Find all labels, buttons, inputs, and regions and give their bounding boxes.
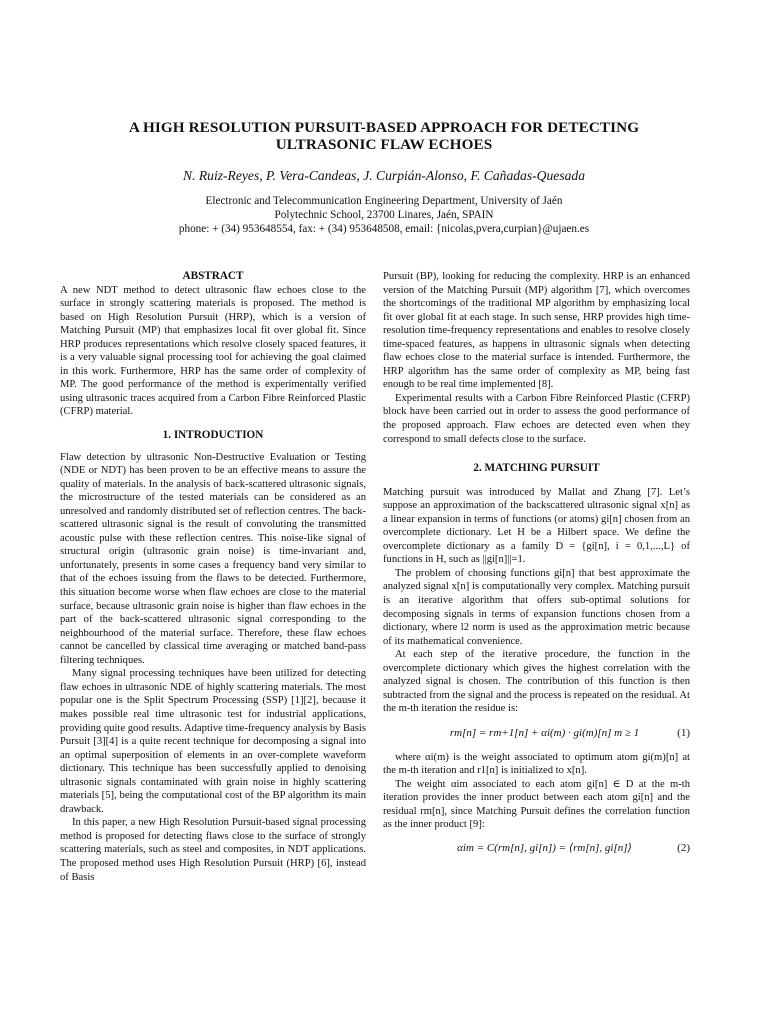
intro-heading: 1. INTRODUCTION (162, 429, 264, 442)
mp-paragraph-4: where αi(m) is the weight associated to optimum atom gi(m)[n] at the m-th iteration and r1[n] is initialized to x[n]. (383, 751, 690, 777)
title-line-2: ULTRASONIC FLAW ECHOES (275, 136, 493, 153)
left-column (60, 270, 366, 884)
paper-title (60, 119, 708, 153)
mp-paragraph-1: Matching pursuit was introduced by Mallat and Zhang [7]. Let’s suppose an approximation of the backscattered ultrasonic signal x[n] as a linear expansion in terms of functions (or atoms) gi[n] chosen from an overcomplete dictionary. Let H be a Hilbert space. We define the overcomplete dictionary as a family D = {gi[n], i = 0,1,...,L} of functions in H, such as ||gi[n]||=1. (383, 486, 690, 566)
intro-paragraph-3: In this paper, a new High Resolution Pursuit-based signal processing method is proposed for detecting flaws close to the surface of strongly scattering materials, such as steel and composites, in NDT applications. The proposed method uses High Resolution Pursuit (HRP) [6], instead of Basis (60, 817, 366, 883)
equation-1-body: rm[n] = rm+1[n] + αi(m) · gi(m)[n] m ≥ 1 (449, 726, 640, 739)
abstract-text: A new NDT method to detect ultrasonic flaw echoes close to the surface in strongly scattering materials is proposed. The method is based on High Resolution Pursuit (HRP), which is a version of Matching Pursuit (MP) that emphasizes local fit over global fit. Since HRP produces representations which resolve closely spaced features, it is a very valuable signal processing tool for achieving the goal claimed in this work. Furthermore, HRP has the same order of complexity of MP. The good performance of the method is experimentally verified using ultrasonic traces acquired from a Carbon Fibre Reinforced Plastic (CFRP) material. (60, 284, 366, 418)
author-list: N. Ruiz-Reyes, P. Vera-Candeas, J. Curpián-Alonso, F. Cañadas-Quesada (183, 168, 585, 183)
affiliation-address: Polytechnic School, 23700 Linares, Jaén, SPAIN (274, 209, 494, 221)
equation-2 (383, 842, 690, 856)
intro-paragraph-1: Flaw detection by ultrasonic Non-Destructive Evaluation or Testing (NDE or NDT) has been proven to be an effective means to assure the quality of materials. In the analysis of back-scattered ultrasonic signals, the microstructure of the tested materials can be considered as an unresolved and randomly distributed set of reflection centres. The back-scattered ultrasonic signal is the result of convoluting the transmitted acoustic pulse with these reflection centres. This noise-like signal of structural origin (ultrasonic grain noise) is time-invariant and, unfortunately, presents in some cases a frequency band very similar to that of the echoes issuing from the flaws to be detected. Furthermore, this situation become worse when flaw echoes are close to the material surface, because ultrasonic grain noise is higher than flaw echoes in the part of the back-scattered ultrasonic signal corresponding to the neighbourhood of the material surface. Therefore, these flaw echoes cannot be cancelled by classical time averaging or matched band-pass filtering techniques. (60, 451, 366, 666)
affiliation-department: Electronic and Telecommunication Engineering Department, University of Jaén (205, 195, 563, 207)
equation-2-number: (2) (677, 841, 690, 854)
right-column (383, 270, 690, 855)
mp-paragraph-3: At each step of the iterative procedure, the function in the overcomplete dictionary which gives the highest correlation with the analyzed signal is chosen. The contribution of this function is then subtracted from the signal and the process is repeated on the residual. At the m-th iteration the residue is: (383, 649, 690, 715)
intro-paragraph-2: Many signal processing techniques have been utilized for detecting flaw echoes in ultrasonic NDE of highly scattering materials. The most popular one is the Split Spectrum Processing (SSP) [1][2], because it makes possible real time ultrasonic test for industrial applications, providing quite good results. Adaptive time-frequency analysis by Basis Pursuit [3][4] is a quite recent technique for decomposing a signal into an optimal superposition of elements in an over-complete waveform dictionary. This technique has been successfully applied to denoising ultrasonic signals contaminated with grain noise in highly scattering materials [5], being the computational cost of the BP algorithm its main drawback. (60, 668, 366, 815)
abstract-heading: ABSTRACT (182, 270, 244, 282)
affiliation-block (60, 194, 708, 236)
title-line-1: A HIGH RESOLUTION PURSUIT-BASED APPROACH FOR DETECTING (128, 119, 640, 136)
affiliation-contact: phone: + (34) 953648554, fax: + (34) 953648508, email: {nicolas,pvera,curpian}@ujaen.es (178, 223, 590, 235)
mp-paragraph-2: The problem of choosing functions gi[n] that best approximate the analyzed signal x[n] is computationally very complex. Matching pursuit is an iterative algorithm that offers sub-optimal solutions for decomposing signals in terms of expansion functions chosen from a dictionary, where l2 norm is used as the approximation metric because of its mathematical convenience. (383, 567, 690, 647)
intro-paragraph-5: Experimental results with a Carbon Fibre Reinforced Plastic (CFRP) block have been carried out in order to assess the good performance of the proposed approach. Flaw echoes are detected even when they correspond to small defects close to the surface. (383, 392, 690, 445)
equation-1-number: (1) (677, 726, 690, 739)
intro-paragraph-4: Pursuit (BP), looking for reducing the complexity. HRP is an enhanced version of the Matching Pursuit (MP) algorithm [7], which overcomes the shortcomings of the traditional MP algorithm by emphasizing local fit over global fit at each stage. In such sense, HRP provides high time-resolution time-frequency representations and enables to resolve closely time-spaced features, as happens in ultrasonic signals when detecting flaw echoes close to the material surface is intended. Furthermore, the HRP algorithm has the same order of complexity as MP, being fast enough to be real time implemented [8]. (383, 271, 690, 391)
mp-heading: 2. MATCHING PURSUIT (473, 462, 600, 475)
mp-paragraph-5: The weight αim associated to each atom gi[n] ∈ D at the m-th iteration provides the inner product between each atom gi[n] and the residual rm[n], since Matching Pursuit defines the correlation function as the inner product [9]: (383, 778, 690, 831)
equation-2-body: αim = C(rm[n], gi[n]) = ⟨rm[n], gi[n]⟩ (457, 841, 632, 854)
equation-1 (383, 727, 690, 741)
